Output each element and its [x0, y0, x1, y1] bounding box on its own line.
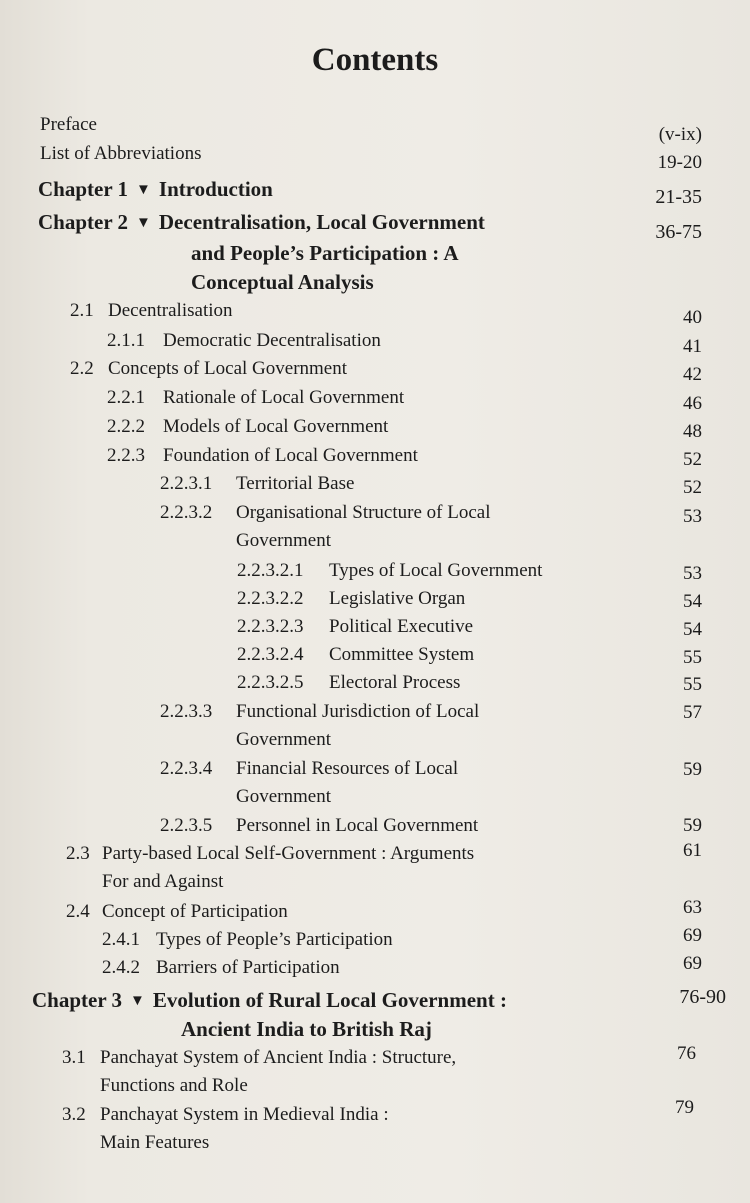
toc-entry: [160, 812, 478, 840]
toc-entry: [66, 898, 288, 926]
toc-entry: [62, 1101, 389, 1157]
entry-label: Rationale of Local Government: [163, 387, 405, 408]
entry-page: 54: [683, 591, 702, 612]
toc-entry: [70, 297, 233, 325]
entry-number: 2.4.1: [102, 929, 140, 950]
chapter-page: 36-75: [655, 221, 702, 243]
entry-page: 63: [683, 897, 702, 918]
entry-number: 2.2: [70, 358, 94, 379]
toc-chapter-2: [38, 208, 485, 239]
entry-page: 54: [683, 619, 702, 640]
entry-label-cont: Government: [236, 530, 331, 551]
toc-entry-preface: [40, 111, 97, 139]
entry-number: 2.2.3.2.2: [237, 588, 304, 609]
entry-label: Concept of Participation: [102, 901, 288, 922]
entry-page: 52: [683, 449, 702, 470]
toc-entry: [70, 355, 347, 383]
entry-label: Types of People’s Participation: [156, 929, 393, 950]
toc-entry: [160, 698, 479, 754]
toc-entry: [237, 585, 465, 613]
entry-label: Functional Jurisdiction of Local: [236, 701, 480, 722]
toc-entry: [107, 384, 404, 412]
entry-label: Organisational Structure of Local: [236, 502, 491, 523]
entry-label: Financial Resources of Local: [236, 758, 459, 779]
entry-label: Concepts of Local Government: [108, 358, 348, 379]
toc-entry: [62, 1044, 456, 1100]
entry-number: 2.2.3.4: [160, 758, 213, 779]
entry-label: Political Executive: [329, 616, 474, 637]
entry-page: 69: [683, 925, 702, 946]
entry-page: 48: [683, 421, 702, 442]
entry-page: 53: [683, 563, 702, 584]
toc-entry: [237, 557, 542, 585]
entry-label-cont: Government: [236, 729, 331, 750]
triangle-marker-icon: ▼: [136, 182, 151, 198]
toc-entry: [237, 669, 460, 697]
chapter-number: Chapter 3: [32, 988, 123, 1012]
entry-number: 2.2.2: [107, 416, 145, 437]
entry-label: Committee System: [329, 644, 475, 665]
chapter-page: 21-35: [655, 186, 702, 208]
entry-number: 2.2.3.1: [160, 473, 213, 494]
toc-entry-abbreviations: [40, 140, 201, 168]
entry-number: 2.2.3.2.5: [237, 672, 304, 693]
entry-label: Electoral Process: [329, 672, 461, 693]
entry-page: 57: [683, 702, 702, 723]
chapter-title: Introduction: [158, 177, 273, 201]
triangle-marker-icon: ▼: [130, 993, 145, 1009]
entry-page: 53: [683, 506, 702, 527]
entry-number: 2.2.3: [107, 445, 145, 466]
entry-label-cont: Functions and Role: [100, 1075, 248, 1096]
entry-label: List of Abbreviations: [40, 143, 202, 164]
entry-label: Models of Local Government: [163, 416, 389, 437]
chapter-title-cont: Conceptual Analysis: [191, 270, 374, 294]
entry-page: 59: [683, 815, 702, 836]
entry-label: Personnel in Local Government: [236, 815, 479, 836]
toc-entry: [237, 613, 473, 641]
toc-entry: [107, 327, 381, 355]
entry-number: 2.2.1: [107, 387, 145, 408]
chapter-title-cont: Ancient India to British Raj: [181, 1017, 432, 1041]
chapter-title: Decentralisation, Local Government: [158, 210, 485, 234]
toc-entry: [107, 413, 388, 441]
entry-page: 69: [683, 953, 702, 974]
entry-number: 2.1.1: [107, 330, 145, 351]
entry-number: 2.4: [66, 901, 90, 922]
page-title: Contents: [311, 42, 439, 78]
entry-label: Barriers of Participation: [156, 957, 340, 978]
entry-page: 79: [675, 1097, 694, 1118]
entry-page: 19-20: [657, 152, 702, 173]
entry-label: Panchayat System of Ancient India : Structure,: [100, 1047, 457, 1068]
entry-page: 76: [677, 1043, 696, 1064]
entry-label: Types of Local Government: [329, 560, 543, 581]
toc-entry: [160, 470, 354, 498]
chapter-title: Evolution of Rural Local Government :: [152, 988, 507, 1012]
entry-label-cont: Government: [236, 786, 331, 807]
toc-chapter-3: [32, 986, 507, 1017]
entry-page: (v-ix): [658, 124, 702, 145]
entry-number: 2.2.3.2: [160, 502, 213, 523]
entry-label: Foundation of Local Government: [163, 445, 418, 466]
entry-label-cont: Main Features: [100, 1132, 210, 1153]
entry-number: 2.2.3.2.1: [237, 560, 304, 581]
entry-number: 3.1: [62, 1047, 86, 1068]
entry-page: 41: [683, 336, 702, 357]
chapter-number: Chapter 2: [38, 210, 129, 234]
entry-page: 55: [683, 647, 702, 668]
entry-page: 52: [683, 477, 702, 498]
entry-label: Legislative Organ: [329, 588, 466, 609]
entry-page: 61: [683, 840, 702, 861]
chapter-page: 76-90: [679, 986, 726, 1008]
entry-page: 42: [683, 364, 702, 385]
entry-number: 2.4.2: [102, 957, 140, 978]
toc-entry: [237, 641, 474, 669]
toc-entry: [160, 499, 491, 555]
entry-label: Decentralisation: [108, 300, 233, 321]
entry-label: Panchayat System in Medieval India :: [100, 1104, 389, 1125]
entry-number: 2.2.3.5: [160, 815, 213, 836]
entry-label: Party-based Local Self-Government : Arguments: [102, 843, 475, 864]
entry-label-cont: For and Against: [102, 871, 224, 892]
entry-number: 2.1: [70, 300, 94, 321]
entry-page: 46: [683, 393, 702, 414]
entry-number: 3.2: [62, 1104, 86, 1125]
toc-entry: [66, 840, 474, 896]
entry-label: Preface: [40, 114, 97, 135]
chapter-number: Chapter 1: [38, 177, 129, 201]
entry-number: 2.2.3.2.3: [237, 616, 304, 637]
toc-entry: [160, 755, 458, 811]
toc-chapter-1: [38, 175, 273, 206]
toc-entry: [107, 442, 418, 470]
toc-entry: [102, 926, 393, 954]
chapter-title-cont: and People’s Participation : A: [191, 241, 459, 265]
entry-page: 40: [683, 307, 702, 328]
entry-label: Territorial Base: [236, 473, 355, 494]
entry-number: 2.2.3.2.4: [237, 644, 304, 665]
toc-entry: [102, 954, 340, 982]
triangle-marker-icon: ▼: [136, 215, 151, 231]
entry-label: Democratic Decentralisation: [163, 330, 381, 351]
entry-page: 55: [683, 674, 702, 695]
entry-page: 59: [683, 759, 702, 780]
entry-number: 2.2.3.3: [160, 701, 213, 722]
entry-number: 2.3: [66, 843, 90, 864]
